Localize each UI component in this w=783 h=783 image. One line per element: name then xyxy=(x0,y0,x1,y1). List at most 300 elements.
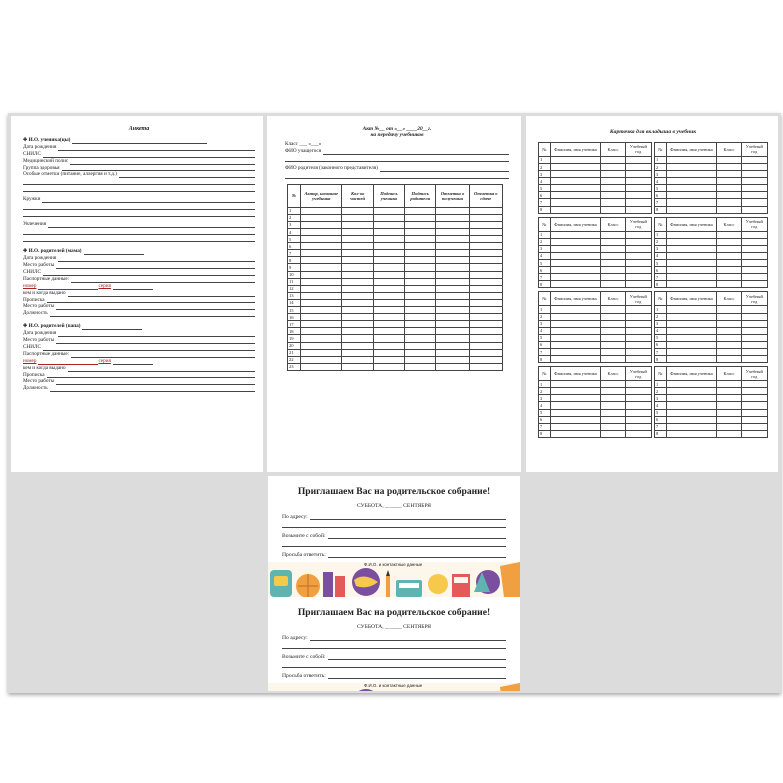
table-cell xyxy=(625,164,651,171)
table-cell xyxy=(436,278,469,285)
table-cell xyxy=(301,214,342,221)
table-cell xyxy=(550,171,601,178)
table-cell xyxy=(625,416,651,423)
table-cell xyxy=(373,342,404,349)
table-cell xyxy=(625,192,651,199)
table-row xyxy=(288,328,503,335)
table-cell xyxy=(601,327,625,334)
table-header: Фамилия, имя ученика xyxy=(550,217,601,231)
table-cell: 5 xyxy=(288,236,301,243)
table-cell xyxy=(717,164,741,171)
table-cell xyxy=(666,327,717,334)
table-cell xyxy=(741,356,767,363)
table-cell xyxy=(405,271,436,278)
parent-field: Место работы xyxy=(23,337,255,344)
table-cell: 8 xyxy=(539,206,551,213)
table-cell xyxy=(625,327,651,334)
table-cell xyxy=(741,423,767,430)
mother-header: ✚ И.О. родителей (мама) xyxy=(23,248,255,255)
table-cell xyxy=(436,356,469,363)
table-cell: 8 xyxy=(655,206,667,213)
invitation-title: Приглашаем Вас на родительское собрание! xyxy=(297,486,491,497)
table-cell xyxy=(405,278,436,285)
table-row xyxy=(655,274,768,281)
table-cell xyxy=(469,363,502,370)
table-cell xyxy=(625,402,651,409)
table-cell xyxy=(550,199,601,206)
table-cell: 4 xyxy=(539,402,551,409)
table-cell xyxy=(601,341,625,348)
invitation-page[interactable] xyxy=(268,476,520,691)
table-row xyxy=(655,334,768,341)
table-cell xyxy=(405,257,436,264)
table-cell xyxy=(625,252,651,259)
table-cell xyxy=(436,243,469,250)
table-row xyxy=(288,250,503,257)
table-cell xyxy=(469,349,502,356)
table-cell xyxy=(717,430,741,437)
card-table xyxy=(538,142,652,214)
table-cell: 8 xyxy=(539,356,551,363)
table-cell xyxy=(601,348,625,355)
parent-field: Прописка xyxy=(23,297,255,304)
table-row xyxy=(655,238,768,245)
parent-field: Должность xyxy=(23,310,255,317)
table-cell xyxy=(741,238,767,245)
table-cell: 1 xyxy=(539,231,551,238)
table-cell xyxy=(625,238,651,245)
table-cell xyxy=(666,395,717,402)
parent-field: СНИЛС xyxy=(23,344,255,351)
table-row xyxy=(539,416,652,423)
card-table xyxy=(538,366,652,438)
table-cell xyxy=(469,221,502,228)
table-cell xyxy=(301,243,342,250)
table-cell xyxy=(666,409,717,416)
table-cell xyxy=(717,381,741,388)
table-cell xyxy=(373,243,404,250)
table-cell xyxy=(666,356,717,363)
table-row xyxy=(655,430,768,437)
table-row xyxy=(655,388,768,395)
text-line xyxy=(23,178,255,185)
table-cell: 1 xyxy=(655,306,667,313)
table-cell: 3 xyxy=(539,245,551,252)
table-row xyxy=(655,178,768,185)
table-cell: 6 xyxy=(655,341,667,348)
table-cell: 23 xyxy=(288,363,301,370)
table-cell xyxy=(469,257,502,264)
table-cell xyxy=(666,260,717,267)
table-row xyxy=(655,164,768,171)
table-cell xyxy=(666,341,717,348)
table-cell xyxy=(717,192,741,199)
table-cell xyxy=(550,327,601,334)
table-cell: 10 xyxy=(288,271,301,278)
table-cell xyxy=(741,164,767,171)
table-cell: 1 xyxy=(539,306,551,313)
table-cell xyxy=(436,328,469,335)
table-cell xyxy=(405,307,436,314)
table-row xyxy=(539,341,652,348)
invitation-card xyxy=(268,607,520,691)
table-cell: 8 xyxy=(539,281,551,288)
table-row xyxy=(288,221,503,228)
table-cell xyxy=(717,260,741,267)
table-cell xyxy=(625,245,651,252)
table-row xyxy=(288,236,503,243)
table-header: № xyxy=(655,292,667,306)
table-cell: 5 xyxy=(655,409,667,416)
table-cell xyxy=(301,349,342,356)
table-row xyxy=(288,278,503,285)
table-cell xyxy=(666,156,717,163)
table-cell xyxy=(550,388,601,395)
table-cell xyxy=(717,395,741,402)
parent-field: Паспортные данные: xyxy=(23,276,255,283)
table-cell: 9 xyxy=(288,264,301,271)
table-cell xyxy=(625,260,651,267)
table-row xyxy=(655,423,768,430)
table-cell xyxy=(550,430,601,437)
table-cell: 7 xyxy=(539,274,551,281)
table-cell xyxy=(301,299,342,306)
questionnaire-page[interactable] xyxy=(11,116,263,472)
table-row xyxy=(539,164,652,171)
table-cell xyxy=(373,236,404,243)
table-cell xyxy=(601,416,625,423)
table-cell xyxy=(405,363,436,370)
table-row xyxy=(655,185,768,192)
table-header: Фамилия, имя ученика xyxy=(666,142,717,156)
table-header: Учебный год xyxy=(625,292,651,306)
table-header: Класс xyxy=(601,142,625,156)
table-cell xyxy=(717,274,741,281)
table-cell xyxy=(469,229,502,236)
table-row xyxy=(539,252,652,259)
table-cell xyxy=(741,267,767,274)
table-cell xyxy=(550,381,601,388)
table-row xyxy=(655,156,768,163)
table-cell xyxy=(550,348,601,355)
clubs-field: Кружки xyxy=(23,196,255,203)
table-cell xyxy=(342,236,373,243)
table-header: Учебный год xyxy=(741,217,767,231)
table-cell xyxy=(601,199,625,206)
table-row xyxy=(288,207,503,214)
table-cell: 4 xyxy=(539,252,551,259)
table-cell xyxy=(666,402,717,409)
table-cell xyxy=(717,252,741,259)
table-cell xyxy=(666,381,717,388)
table-header-row xyxy=(539,217,652,231)
table-cell xyxy=(436,335,469,342)
table-row xyxy=(539,402,652,409)
table-cell xyxy=(469,250,502,257)
table-cell xyxy=(741,306,767,313)
table-cell xyxy=(666,423,717,430)
table-header: № xyxy=(539,142,551,156)
table-cell xyxy=(625,274,651,281)
table-cell xyxy=(436,229,469,236)
table-cell xyxy=(373,221,404,228)
table-header: № xyxy=(655,367,667,381)
table-cell xyxy=(625,356,651,363)
table-cell: 8 xyxy=(655,430,667,437)
invitation-date: СУББОТА, ______ СЕНТЯБРЯ xyxy=(356,503,432,509)
table-cell xyxy=(601,185,625,192)
table-cell: 16 xyxy=(288,314,301,321)
table-cell xyxy=(741,231,767,238)
table-cell xyxy=(741,156,767,163)
table-header-row xyxy=(539,142,652,156)
table-row xyxy=(539,281,652,288)
act-page[interactable] xyxy=(267,116,521,472)
table-cell: 1 xyxy=(539,156,551,163)
table-cell xyxy=(405,328,436,335)
table-cell xyxy=(301,221,342,228)
table-cell xyxy=(342,299,373,306)
table-cell xyxy=(436,342,469,349)
table-row xyxy=(539,267,652,274)
table-header: Учебный год xyxy=(741,142,767,156)
table-header: № xyxy=(539,217,551,231)
table-cell xyxy=(625,334,651,341)
table-row xyxy=(655,381,768,388)
table-cell xyxy=(342,356,373,363)
table-cell xyxy=(717,185,741,192)
student-field: Особые отметки (питание, аллергия и т.д.) xyxy=(23,171,255,178)
table-cell: 3 xyxy=(539,395,551,402)
table-row xyxy=(655,252,768,259)
table-cell: 3 xyxy=(539,171,551,178)
table-header-row xyxy=(655,217,768,231)
table-row xyxy=(655,306,768,313)
table-cell xyxy=(550,192,601,199)
table-cell: 6 xyxy=(655,416,667,423)
mother-fields-b xyxy=(23,290,255,318)
table-cell xyxy=(342,328,373,335)
school-supplies-banner xyxy=(268,683,520,691)
table-cell xyxy=(550,245,601,252)
table-cell xyxy=(625,281,651,288)
table-cell: 2 xyxy=(539,388,551,395)
table-cell xyxy=(342,349,373,356)
table-header: Фамилия, имя ученика xyxy=(666,217,717,231)
table-header: Учебный год xyxy=(625,142,651,156)
father-passport: номер серия xyxy=(23,358,255,365)
table-row xyxy=(288,243,503,250)
invitation-date: СУББОТА, ______ СЕНТЯБРЯ xyxy=(356,624,432,630)
table-row xyxy=(288,342,503,349)
table-cell xyxy=(741,341,767,348)
table-row xyxy=(539,356,652,363)
table-row xyxy=(539,395,652,402)
table-cell: 7 xyxy=(539,423,551,430)
table-cell xyxy=(625,313,651,320)
table-header: Автор, название учебника xyxy=(301,184,342,207)
table-cell xyxy=(405,321,436,328)
table-cell: 19 xyxy=(288,335,301,342)
table-cell xyxy=(666,178,717,185)
table-row xyxy=(655,267,768,274)
document-preview-board xyxy=(8,113,781,693)
table-cell xyxy=(741,409,767,416)
table-cell xyxy=(717,327,741,334)
table-cell xyxy=(666,313,717,320)
table-row xyxy=(288,314,503,321)
table-row xyxy=(288,229,503,236)
table-cell xyxy=(666,306,717,313)
table-cell xyxy=(405,221,436,228)
table-row xyxy=(539,206,652,213)
table-cell xyxy=(717,281,741,288)
father-header: ✚ И.О. родителей (папа) xyxy=(23,323,255,330)
table-cell xyxy=(436,314,469,321)
table-row xyxy=(539,409,652,416)
table-cell: 5 xyxy=(539,260,551,267)
table-header: № xyxy=(539,292,551,306)
table-cell xyxy=(550,416,601,423)
table-cell: 3 xyxy=(288,221,301,228)
table-row xyxy=(655,313,768,320)
table-cell xyxy=(342,285,373,292)
reply-field: Просьба ответить: xyxy=(282,552,506,558)
table-cell xyxy=(550,274,601,281)
mother-fields-a xyxy=(23,255,255,283)
table-cell xyxy=(405,229,436,236)
table-cell xyxy=(405,236,436,243)
table-header: Подпись родителя xyxy=(405,184,436,207)
table-cell xyxy=(550,334,601,341)
table-cell xyxy=(373,250,404,257)
table-row xyxy=(288,349,503,356)
table-cell xyxy=(601,356,625,363)
table-cell xyxy=(717,306,741,313)
table-cell xyxy=(405,264,436,271)
table-cell xyxy=(741,260,767,267)
table-cell xyxy=(625,267,651,274)
table-cell xyxy=(666,320,717,327)
table-cell xyxy=(550,231,601,238)
table-row xyxy=(288,363,503,370)
table-cell xyxy=(301,307,342,314)
table-cell xyxy=(342,321,373,328)
table-cell: 3 xyxy=(655,320,667,327)
table-cell xyxy=(601,313,625,320)
table-row xyxy=(288,257,503,264)
table-cell xyxy=(342,243,373,250)
table-header: Отметка о получении xyxy=(436,184,469,207)
table-cell xyxy=(301,356,342,363)
table-cell: 6 xyxy=(539,341,551,348)
act-subtitle: на передачу учебников xyxy=(370,132,424,138)
table-cell xyxy=(741,252,767,259)
table-cell xyxy=(625,306,651,313)
table-header: Учебный год xyxy=(741,367,767,381)
student-name-field: ФИО учащегося xyxy=(285,148,509,155)
table-cell xyxy=(666,192,717,199)
table-cell xyxy=(342,221,373,228)
table-cell xyxy=(741,388,767,395)
table-row xyxy=(288,214,503,221)
text-line xyxy=(282,520,506,528)
school-supplies-illustration xyxy=(268,562,520,597)
table-cell xyxy=(601,192,625,199)
table-cell xyxy=(601,245,625,252)
table-cell xyxy=(601,430,625,437)
table-cell: 8 xyxy=(655,356,667,363)
table-cell: 8 xyxy=(539,430,551,437)
table-row xyxy=(288,356,503,363)
table-cell xyxy=(436,236,469,243)
table-cell xyxy=(741,185,767,192)
textbook-card-page[interactable] xyxy=(526,116,778,472)
hobbies-field: Увлечения xyxy=(23,221,255,228)
table-cell: 6 xyxy=(539,267,551,274)
table-cell xyxy=(342,342,373,349)
table-cell xyxy=(717,238,741,245)
bring-field: Возьмите с собой: xyxy=(282,533,506,539)
parent-field: Прописка xyxy=(23,372,255,379)
table-row xyxy=(655,348,768,355)
table-cell xyxy=(405,349,436,356)
table-cell xyxy=(373,257,404,264)
table-cell xyxy=(405,356,436,363)
table-cell: 6 xyxy=(539,416,551,423)
table-cell xyxy=(666,231,717,238)
table-cell xyxy=(666,245,717,252)
table-cell xyxy=(741,178,767,185)
table-cell: 21 xyxy=(288,349,301,356)
table-cell xyxy=(469,278,502,285)
table-cell: 7 xyxy=(288,250,301,257)
table-cell xyxy=(666,199,717,206)
table-cell xyxy=(436,250,469,257)
table-cell xyxy=(666,185,717,192)
table-cell: 13 xyxy=(288,292,301,299)
table-cell xyxy=(717,178,741,185)
table-cell xyxy=(601,238,625,245)
table-cell: 2 xyxy=(539,238,551,245)
table-cell: 6 xyxy=(655,192,667,199)
table-cell xyxy=(666,267,717,274)
table-cell xyxy=(373,271,404,278)
table-cell: 4 xyxy=(288,229,301,236)
table-cell xyxy=(601,164,625,171)
table-cell xyxy=(550,320,601,327)
table-cell: 20 xyxy=(288,342,301,349)
card-table xyxy=(654,291,768,363)
table-header: Кол-во частей xyxy=(342,184,373,207)
table-cell xyxy=(342,257,373,264)
table-row xyxy=(539,327,652,334)
table-cell xyxy=(601,320,625,327)
table-row xyxy=(288,299,503,306)
table-cell: 4 xyxy=(655,178,667,185)
table-cell xyxy=(625,430,651,437)
table-cell: 8 xyxy=(288,257,301,264)
table-header: Учебный год xyxy=(741,292,767,306)
table-cell xyxy=(301,335,342,342)
table-cell xyxy=(741,313,767,320)
table-cell xyxy=(625,423,651,430)
table-cell: 15 xyxy=(288,307,301,314)
table-cell xyxy=(666,238,717,245)
table-cell xyxy=(550,356,601,363)
class-label: Класс ___ «___» xyxy=(285,141,322,147)
table-header: Класс xyxy=(717,217,741,231)
